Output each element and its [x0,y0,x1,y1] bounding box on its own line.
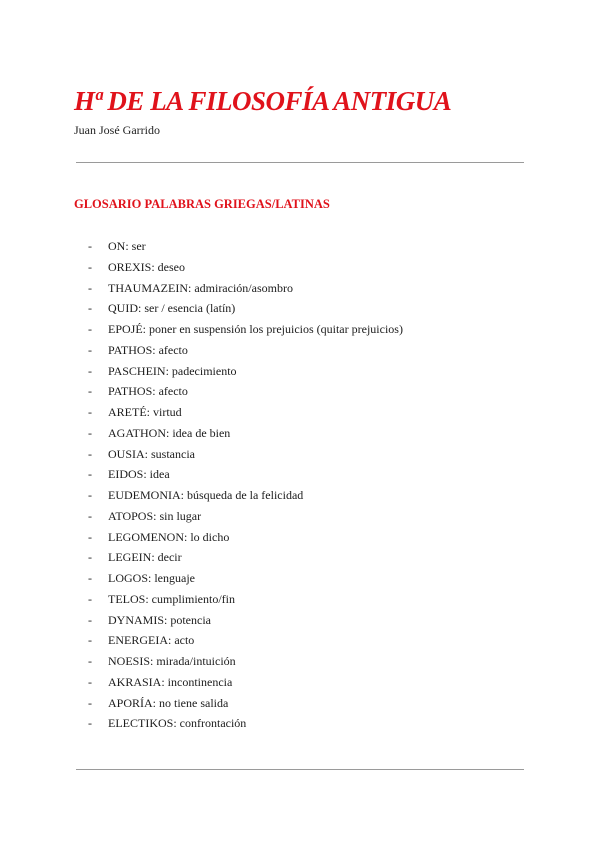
bullet-dash: - [88,259,92,274]
bullet-dash: - [88,550,92,565]
bullet-dash: - [88,529,92,544]
list-item [88,547,403,568]
list-item [88,630,403,651]
glossary-term: ON: ser [108,239,146,253]
list-item [88,506,403,527]
list-item [88,651,403,672]
glossary-term: NOESIS: mirada/intuición [108,654,236,668]
bullet-dash: - [88,674,92,689]
list-item [88,485,403,506]
glossary-term: LOGOS: lenguaje [108,571,195,585]
glossary-term: ENERGEIA: acto [108,633,195,648]
bottom-divider [76,769,524,770]
list-item [88,340,403,361]
bullet-dash: - [88,446,92,461]
list-item [88,444,403,465]
bullet-dash: - [88,508,92,523]
list-item [88,361,403,382]
bullet-dash: - [88,467,92,482]
glossary-term: TELOS: cumplimiento/fin [108,591,235,606]
glossary-term: APORÍA: no tiene salida [108,695,229,710]
glossary-term: ELECTIKOS: confrontación [108,716,247,731]
list-item [88,423,403,444]
page-title: Hª DE LA FILOSOFÍA ANTIGUA [74,86,452,116]
glossary-term: PATHOS: afecto [108,342,188,357]
list-item [88,589,403,610]
list-item [88,319,403,340]
bullet-dash: - [88,280,92,295]
bullet-dash: - [88,342,92,357]
glossary-list [88,236,403,734]
top-divider [76,162,524,163]
list-item [88,568,403,589]
bullet-dash: - [88,633,92,648]
bullet-dash: - [88,654,92,668]
glossary-term: PATHOS: afecto [108,384,188,399]
section-heading: GLOSARIO PALABRAS GRIEGAS/LATINAS [74,197,330,211]
list-item [88,693,403,714]
bullet-dash: - [88,488,92,502]
list-item [88,527,403,548]
author-name: Juan José Garrido [74,123,160,137]
glossary-term: AGATHON: idea de bien [108,425,231,440]
list-item [88,464,403,485]
list-item [88,278,403,299]
bullet-dash: - [88,695,92,710]
glossary-term: THAUMAZEIN: admiración/asombro [108,280,293,295]
list-item [88,610,403,631]
glossary-term: DYNAMIS: potencia [108,612,211,627]
list-item [88,257,403,278]
bullet-dash: - [88,322,92,336]
bullet-dash: - [88,405,92,419]
bullet-dash: - [88,425,92,440]
list-item [88,402,403,423]
list-item [88,298,403,319]
list-item [88,381,403,402]
list-item [88,713,403,734]
bullet-dash: - [88,384,92,399]
glossary-term: EPOJÉ: poner en suspensión los prejuicios (quitar prejuicios) [108,322,403,336]
glossary-term: EIDOS: idea [108,467,170,482]
bullet-dash: - [88,363,92,378]
bullet-dash: - [88,716,92,731]
bullet-dash: - [88,571,92,585]
glossary-term: LEGEIN: decir [108,550,182,565]
bullet-dash: - [88,591,92,606]
glossary-term: OUSIA: sustancia [108,446,195,461]
bullet-dash: - [88,301,92,316]
list-item [88,672,403,693]
glossary-term: ARETÉ: virtud [108,405,182,419]
glossary-term: LEGOMENON: lo dicho [108,529,230,544]
glossary-term: PASCHEIN: padecimiento [108,363,237,378]
glossary-term: QUID: ser / esencia (latín) [108,301,236,316]
glossary-term: AKRASIA: incontinencia [108,674,233,689]
glossary-term: OREXIS: deseo [108,259,185,274]
glossary-term: ATOPOS: sin lugar [108,508,202,523]
bullet-dash: - [88,612,92,627]
bullet-dash: - [88,239,92,253]
list-item [88,236,403,257]
glossary-term: EUDEMONIA: búsqueda de la felicidad [108,488,304,502]
